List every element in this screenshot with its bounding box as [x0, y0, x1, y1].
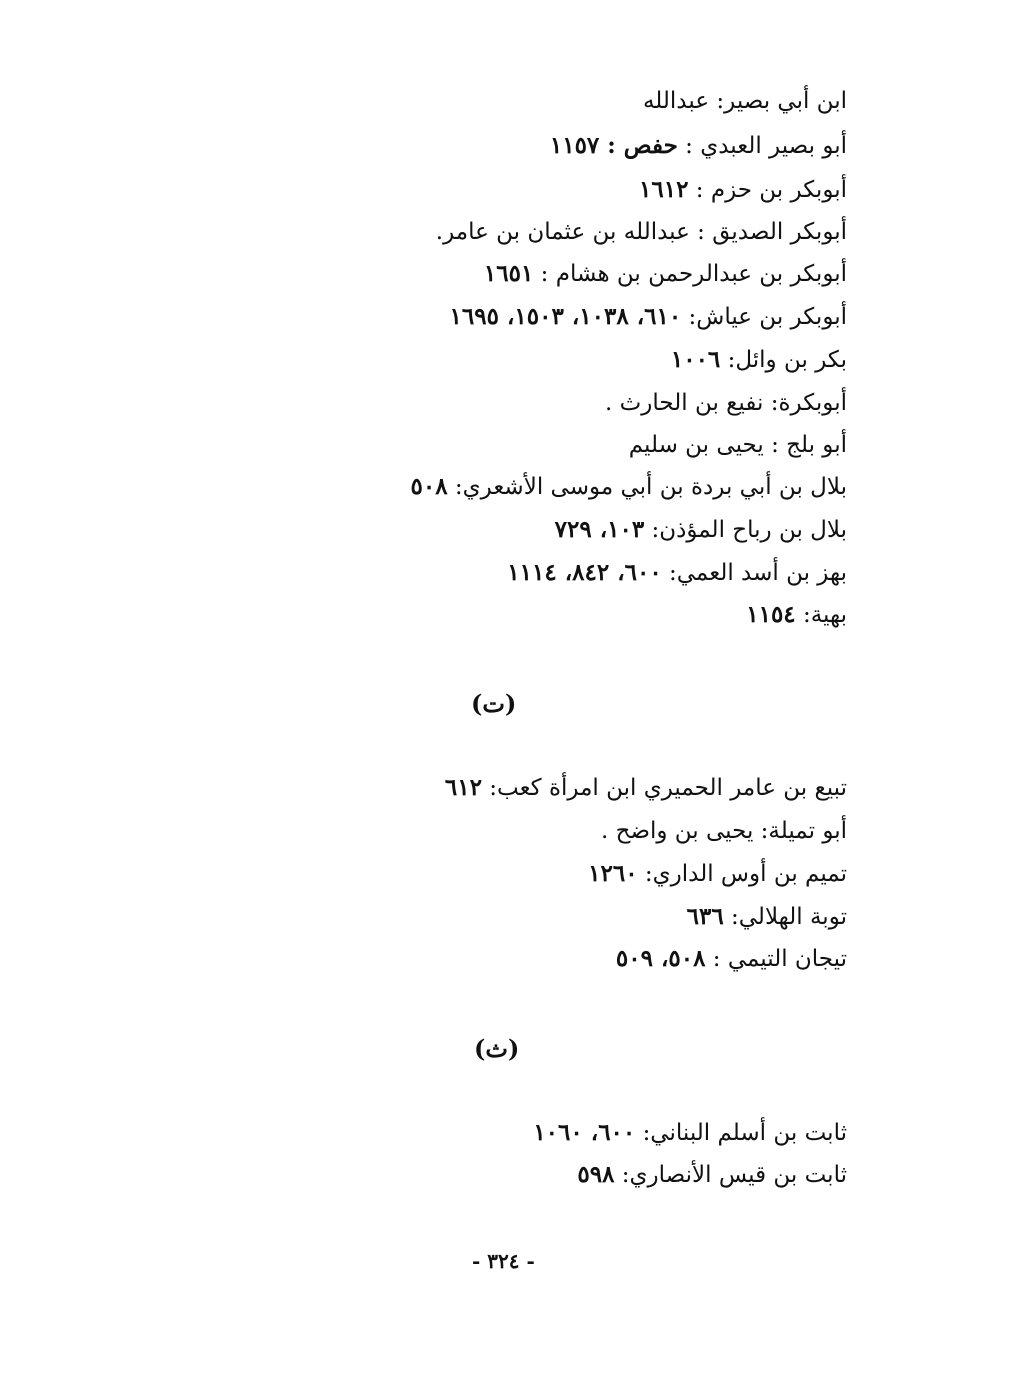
entry-ref: عبدالله بن عثمان بن عامر.	[435, 219, 690, 245]
entry-name: أبوبكر بن عبدالرحمن بن هشام :	[540, 261, 847, 287]
entry-name: تميم بن أوس الداري:	[644, 861, 847, 887]
section-heading: (ت)	[471, 689, 517, 718]
entry-ref: ١١٥٤	[746, 601, 796, 628]
entry-ref: ٦١٢	[444, 774, 482, 801]
entry-ref: ٦٠٠، ٨٤٢، ١١١٤	[507, 559, 662, 586]
entry-name: بهية:	[802, 602, 847, 628]
entry-ref: ٦٣٦	[686, 903, 724, 930]
entry-ref: ٥٠٨	[410, 473, 448, 500]
index-entry	[436, 217, 847, 247]
index-entry	[687, 902, 847, 932]
index-entry	[601, 816, 847, 846]
entry-name: أبو بصير العبدي :	[685, 133, 847, 159]
entry-name: بلال بن أبي بردة بن أبي موسى الأشعري:	[454, 474, 847, 500]
entry-name: أبو بلج :	[771, 432, 847, 458]
entry-ref: ١٦١٢	[639, 176, 689, 203]
entry-name: أبو تميلة:	[760, 818, 847, 844]
entry-ref: ١٢٦٠	[588, 860, 638, 887]
entry-ref: يحيى بن واضح .	[600, 818, 754, 844]
index-entry	[507, 558, 847, 588]
entry-ref: نفيع بن الحارث .	[605, 390, 764, 416]
entry-ref: ١٠٣، ٧٢٩	[554, 516, 645, 543]
entry-name: أبوبكرة:	[770, 390, 847, 416]
index-entry	[555, 515, 847, 545]
entry-name: ثابت بن قيس الأنصاري:	[621, 1162, 847, 1188]
entry-ref: ٦١٠، ١٠٣٨، ١٥٠٣، ١٦٩٥	[449, 303, 682, 330]
entry-ref: ١٦٥١	[483, 260, 534, 287]
index-entry	[616, 944, 847, 974]
entry-ref: ١٠٠٦	[670, 346, 721, 373]
entry-name: أبوبكر بن عياش:	[688, 304, 847, 330]
index-entry	[588, 859, 847, 889]
entry-name: ابن أبي بصير:	[716, 88, 847, 114]
index-entry	[450, 302, 847, 332]
entry-name: تيجان التيمي :	[712, 946, 847, 972]
entry-name: أبوبكر بن حزم :	[695, 177, 847, 203]
index-entry	[639, 175, 847, 205]
entry-name: بكر بن وائل:	[727, 347, 847, 373]
index-entry	[671, 345, 847, 375]
entry-name: تبيع بن عامر الحميري ابن امرأة كعب:	[489, 775, 847, 801]
section-heading: (ث)	[474, 1034, 520, 1063]
index-entry	[577, 1160, 847, 1190]
index-entry	[484, 259, 847, 289]
index-entry	[746, 600, 847, 630]
entry-ref: عبدالله	[642, 88, 710, 114]
index-entry	[629, 430, 847, 460]
entry-ref: يحيى بن سليم	[628, 432, 764, 458]
index-entry	[643, 86, 847, 116]
entry-ref: ٦٠٠، ١٠٦٠	[533, 1119, 636, 1146]
index-entry	[550, 131, 847, 161]
entry-ref: ٥٩٨	[577, 1161, 615, 1188]
index-entry	[533, 1118, 847, 1148]
entry-name: ثابت بن أسلم البناني:	[642, 1120, 847, 1146]
entry-name: توبة الهلالي:	[731, 904, 847, 930]
entry-ref: ٥٠٨، ٥٠٩	[615, 945, 706, 972]
index-entry	[411, 472, 847, 502]
entry-name: بلال بن رباح المؤذن:	[651, 517, 847, 543]
entry-ref: حفص : ١١٥٧	[549, 132, 678, 159]
page-number: - ٣٢٤ -	[472, 1249, 535, 1273]
entry-name: بهز بن أسد العمي:	[669, 560, 847, 586]
entry-name: أبوبكر الصديق :	[697, 219, 847, 245]
index-entry	[605, 388, 847, 418]
index-entry	[445, 773, 847, 803]
